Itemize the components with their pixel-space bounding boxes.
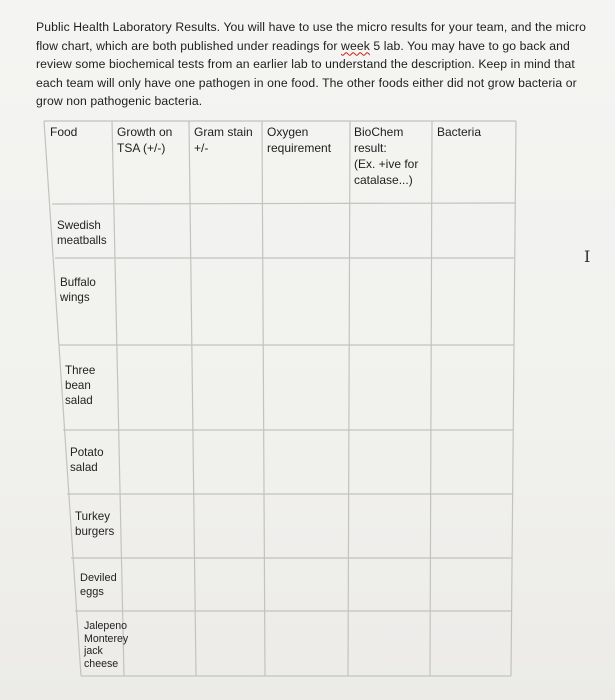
row-line-1 bbox=[52, 203, 515, 204]
header-oxygen bbox=[267, 124, 331, 156]
food-row-6 bbox=[80, 571, 117, 599]
header-biochem-line2: result: bbox=[354, 141, 387, 155]
food-label: burgers bbox=[75, 525, 115, 538]
food-label: meatballs bbox=[57, 234, 107, 247]
food-label: eggs bbox=[80, 586, 104, 598]
header-biochem-line3: (Ex. +ive for bbox=[354, 157, 419, 171]
food-label: wings bbox=[60, 291, 90, 304]
header-biochem bbox=[354, 124, 418, 188]
header-gram-stain bbox=[194, 124, 253, 156]
food-row-3 bbox=[65, 363, 95, 408]
food-label: Turkey bbox=[75, 510, 111, 523]
food-row-4 bbox=[70, 445, 104, 475]
header-growth bbox=[117, 124, 172, 156]
instructions-text-2: 5 lab. You may have to go back and review some biochemical tests from an earlier lab to understand the description. Keep in mind that each team will only have one pathogen in one food. The other foods either did not grow bacteria or grow non pathogenic bacteria. bbox=[36, 38, 577, 109]
food-row-1 bbox=[57, 218, 107, 248]
header-food: Food bbox=[50, 125, 78, 139]
col-line-4 bbox=[348, 121, 350, 676]
food-label: Potato bbox=[70, 446, 104, 459]
header-biochem-line4: catalase...) bbox=[354, 173, 413, 187]
header-gram-line1: Gram stain bbox=[194, 125, 253, 139]
food-row-7 bbox=[84, 620, 128, 670]
header-biochem-line1: BioChem bbox=[354, 125, 404, 139]
food-label: salad bbox=[65, 394, 93, 407]
col-line-3 bbox=[262, 121, 265, 676]
food-label: Monterey bbox=[84, 632, 129, 645]
misspelled-word: week bbox=[341, 38, 370, 53]
food-row-5 bbox=[75, 509, 114, 539]
food-label: jack bbox=[84, 645, 103, 658]
food-label: cheese bbox=[84, 657, 119, 670]
header-oxygen-line2: requirement bbox=[267, 141, 332, 155]
food-label: Three bbox=[65, 364, 96, 377]
col-line-5 bbox=[430, 121, 432, 676]
header-bacteria: Bacteria bbox=[437, 125, 482, 139]
food-row-2 bbox=[60, 275, 96, 305]
header-oxygen-line1: Oxygen bbox=[267, 125, 309, 139]
text-cursor-icon: I bbox=[584, 247, 591, 266]
food-label: Swedish bbox=[57, 219, 101, 232]
header-growth-line2: TSA (+/-) bbox=[117, 141, 166, 155]
food-label: Buffalo bbox=[60, 276, 96, 289]
food-label: Jalepeno bbox=[84, 620, 128, 632]
header-gram-line2: +/- bbox=[194, 141, 209, 155]
food-label: salad bbox=[70, 461, 98, 474]
food-label: bean bbox=[65, 379, 91, 392]
header-growth-line1: Growth on bbox=[117, 125, 173, 139]
col-line-6 bbox=[511, 121, 516, 676]
instructions-text-1: Public Health Laboratory Results. You will have to use the micro results for your team, and the micro flow chart, which are both published under readings for bbox=[36, 20, 586, 53]
food-label: Deviled bbox=[80, 572, 117, 584]
